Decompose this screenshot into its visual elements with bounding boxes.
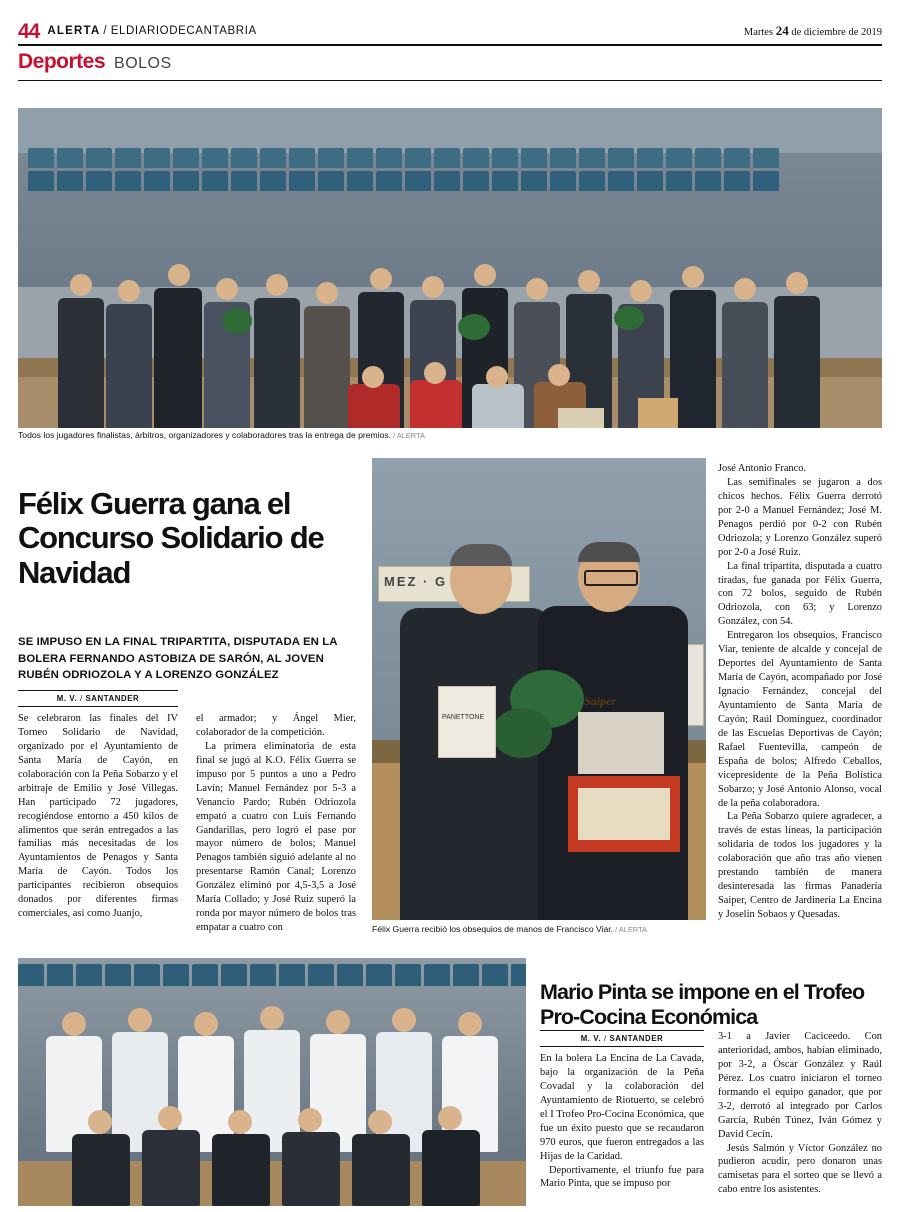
body-column-3: [718, 462, 882, 922]
paragraph: 3-1 a Javier Caciceedo. Con anterioridad, ambos, habían eliminado, por 3-2, a Óscar González y Raúl Pérez. Los cuatro iniciaron el torneo formando el equipo ganador, que por 3-2, derrotó al integrado por Carlos García, Rubén Túnez, Iván Gómez y David Cecín.: [718, 1031, 882, 1140]
byline-secondary: [540, 1033, 704, 1046]
body-column-4: [540, 1052, 704, 1191]
award-photo-caption-text: Félix Guerra recibió los obsequios de manos de Francisco Viar.: [372, 924, 614, 934]
award-photo-credit: / ALERTA: [613, 925, 647, 934]
paragraph: La final tripartita, disputada a cuatro tiradas, fue ganada por Félix Guerra, con 72 bolos, seguido de Rubén Odriozola, con 63; y Lorenzo González, con 54.: [718, 560, 882, 628]
byline2-author: M. V.: [580, 1034, 602, 1043]
team-photo-scene: [18, 958, 526, 1206]
masthead-brand: [47, 25, 256, 37]
byline-main: [18, 693, 178, 706]
main-photo-credit: / ALERTA: [391, 431, 425, 440]
byline-slash: /: [77, 694, 86, 703]
byline2-place: SANTANDER: [609, 1034, 664, 1043]
paragraph: Deportivamente, el triunfo fue para Mario Pinta, que se impuso por: [540, 1164, 704, 1190]
main-photo-scene: [18, 108, 882, 428]
main-photo-caption-text: Todos los jugadores finalistas, árbitros, organizadores y colaboradores tras la entrega de premios.: [18, 430, 392, 440]
date-prefix: Martes: [743, 27, 776, 38]
paragraph: Las semifinales se jugaron a dos chicos hechos. Félix Guerra derrotó por 2-0 a Manuel Fernández; José M. Penagos perdió por 0-2 con Rubén Odriozola; y Lorenzo González superó por 2-0 a José Ruiz.: [718, 476, 882, 558]
paragraph: La primera eliminatoria de esta final se jugó al K.O. Félix Guerra se impuso por 5 puntos a uno a Pedro Lavín; Manuel Fernández por 5-3 a Venancio Pardo; Rubén Odriozola empató a cuatro con Luis Fernando Gandarillas, pero logró el pase por mayor número de bolos; Manuel Penagos también siguió adelante al no presentarse Ramón Canal; Lorenzo González eliminó por 4,5-3,5 a José María Collado; y José Ruiz superó la ronda por mayor número de bolos tras empatar a cuatro con: [196, 740, 356, 934]
award-photo-caption: [372, 924, 706, 934]
paragraph: el armador; y Ángel Mier, colaborador de la competición.: [196, 713, 356, 738]
byline-rule-top: [18, 690, 178, 691]
paragraph: Jesús Salmón y Víctor González no pudieron acudir, pero donaron unas camisetas para el sorteo que se llevó a cabo entre los asistentes.: [718, 1142, 882, 1196]
award-photo-scene: MEZ · G PANETTONE Saiper: [372, 458, 706, 920]
award-photo: [372, 458, 706, 920]
paragraph: Entregaron los obsequios, Francisco Viar, teniente de alcalde y concejal de Deportes del Ayuntamiento de Santa María de Cayón, acompañado por José Ignacio Fernández, concejal del Ayuntamiento de Santa María de Cayón; Raúl Domínguez, coordinador de las Escuelas Deportivas de Cayón; Rafael Fuentevilla, campeón de España de bolos; Alfredo Ceballos, vicepresidente de la Peña Bolística Sobarzo; y José Antonio Alonso, vocal de la peña colaboradora.: [718, 630, 882, 809]
main-photo: [18, 108, 882, 428]
paragraph: Se celebraron las finales del IV Torneo Solidario de Navidad, organizado por el Ayuntamiento de Santa María de Cayón, en colaboración con la Peña Sobarzo y el arbitraje de Emilio y José Villegas. Han participado 72 jugadores, recogiéndose entorno a 450 kilos de alimentos que serán entregados a las familias más necesitadas de los Ayuntamientos de Penagos y Santa María de Cayón. Todos los participantes recibieron obsequios donados por diferentes firmas comerciales, así como Juanjo,: [18, 713, 178, 920]
byline-block-secondary: [540, 1030, 704, 1049]
paragraph: La Peña Sobarzo quiere agradecer, a través de estas líneas, la participación solidaria de todos los jugadores y la colaboración que año tras año vienen prestando también de manera desinteresada las firmas Panadería Saiper, Centro de Jardinería La Encina y Joselín Sobaos y Quesadas.: [718, 811, 882, 920]
section-header: [18, 50, 882, 76]
byline-rule-bottom: [18, 706, 178, 707]
masthead-brand-name: ALERTA: [47, 25, 101, 37]
date-day: 24: [775, 23, 789, 38]
byline-block-main: [18, 690, 178, 709]
masthead-date: [744, 23, 882, 39]
byline-author: M. V.: [56, 694, 78, 703]
page-title: Félix Guerra gana el Concurso Solidario de Navidad: [18, 485, 324, 591]
masthead-paper-name: ELDIARIODECANTABRIA: [110, 25, 257, 37]
byline2-rule-top: [540, 1030, 704, 1031]
body-column-2: [196, 712, 356, 935]
date-suffix: de diciembre de 2019: [788, 27, 882, 38]
paragraph: José Antonio Franco.: [718, 463, 807, 474]
section-rule: [18, 80, 882, 81]
paragraph: En la bolera La Encina de La Cavada, bajo la organización de la Peña Covadal y la colaboración del Ayuntamiento de Riotuerto, se celebró el I Trofeo Pro-Cocina Económica, que fue un éxito puesto que se recaudaron 970 euros, que fueron entregados a las Hijas de la Caridad.: [540, 1053, 704, 1162]
main-photo-caption: [18, 430, 718, 440]
page-folio: 44: [18, 19, 40, 43]
secondary-title: Mario Pinta se impone en el Trofeo Pro-Cocina Económica: [540, 979, 865, 1029]
masthead-slash: /: [103, 25, 108, 37]
byline2-slash: /: [601, 1034, 610, 1043]
body-column-5: [718, 1030, 882, 1197]
main-subhead: SE IMPUSO EN LA FINAL TRIPARTITA, DISPUTADA EN LA BOLERA FERNANDO ASTOBIZA DE SARÓN, AL JOVEN RUBÉN ODRIOZOLA Y A LORENZO GONZÁLEZ: [18, 636, 338, 682]
subsection-title: BOLOS: [114, 55, 172, 72]
section-title: Deportes: [18, 50, 106, 73]
masthead: [18, 18, 882, 44]
masthead-rule: [18, 44, 882, 46]
byline-place: SANTANDER: [85, 694, 140, 703]
byline2-rule-bottom: [540, 1046, 704, 1047]
body-column-1: [18, 712, 178, 921]
team-photo: [18, 958, 526, 1206]
